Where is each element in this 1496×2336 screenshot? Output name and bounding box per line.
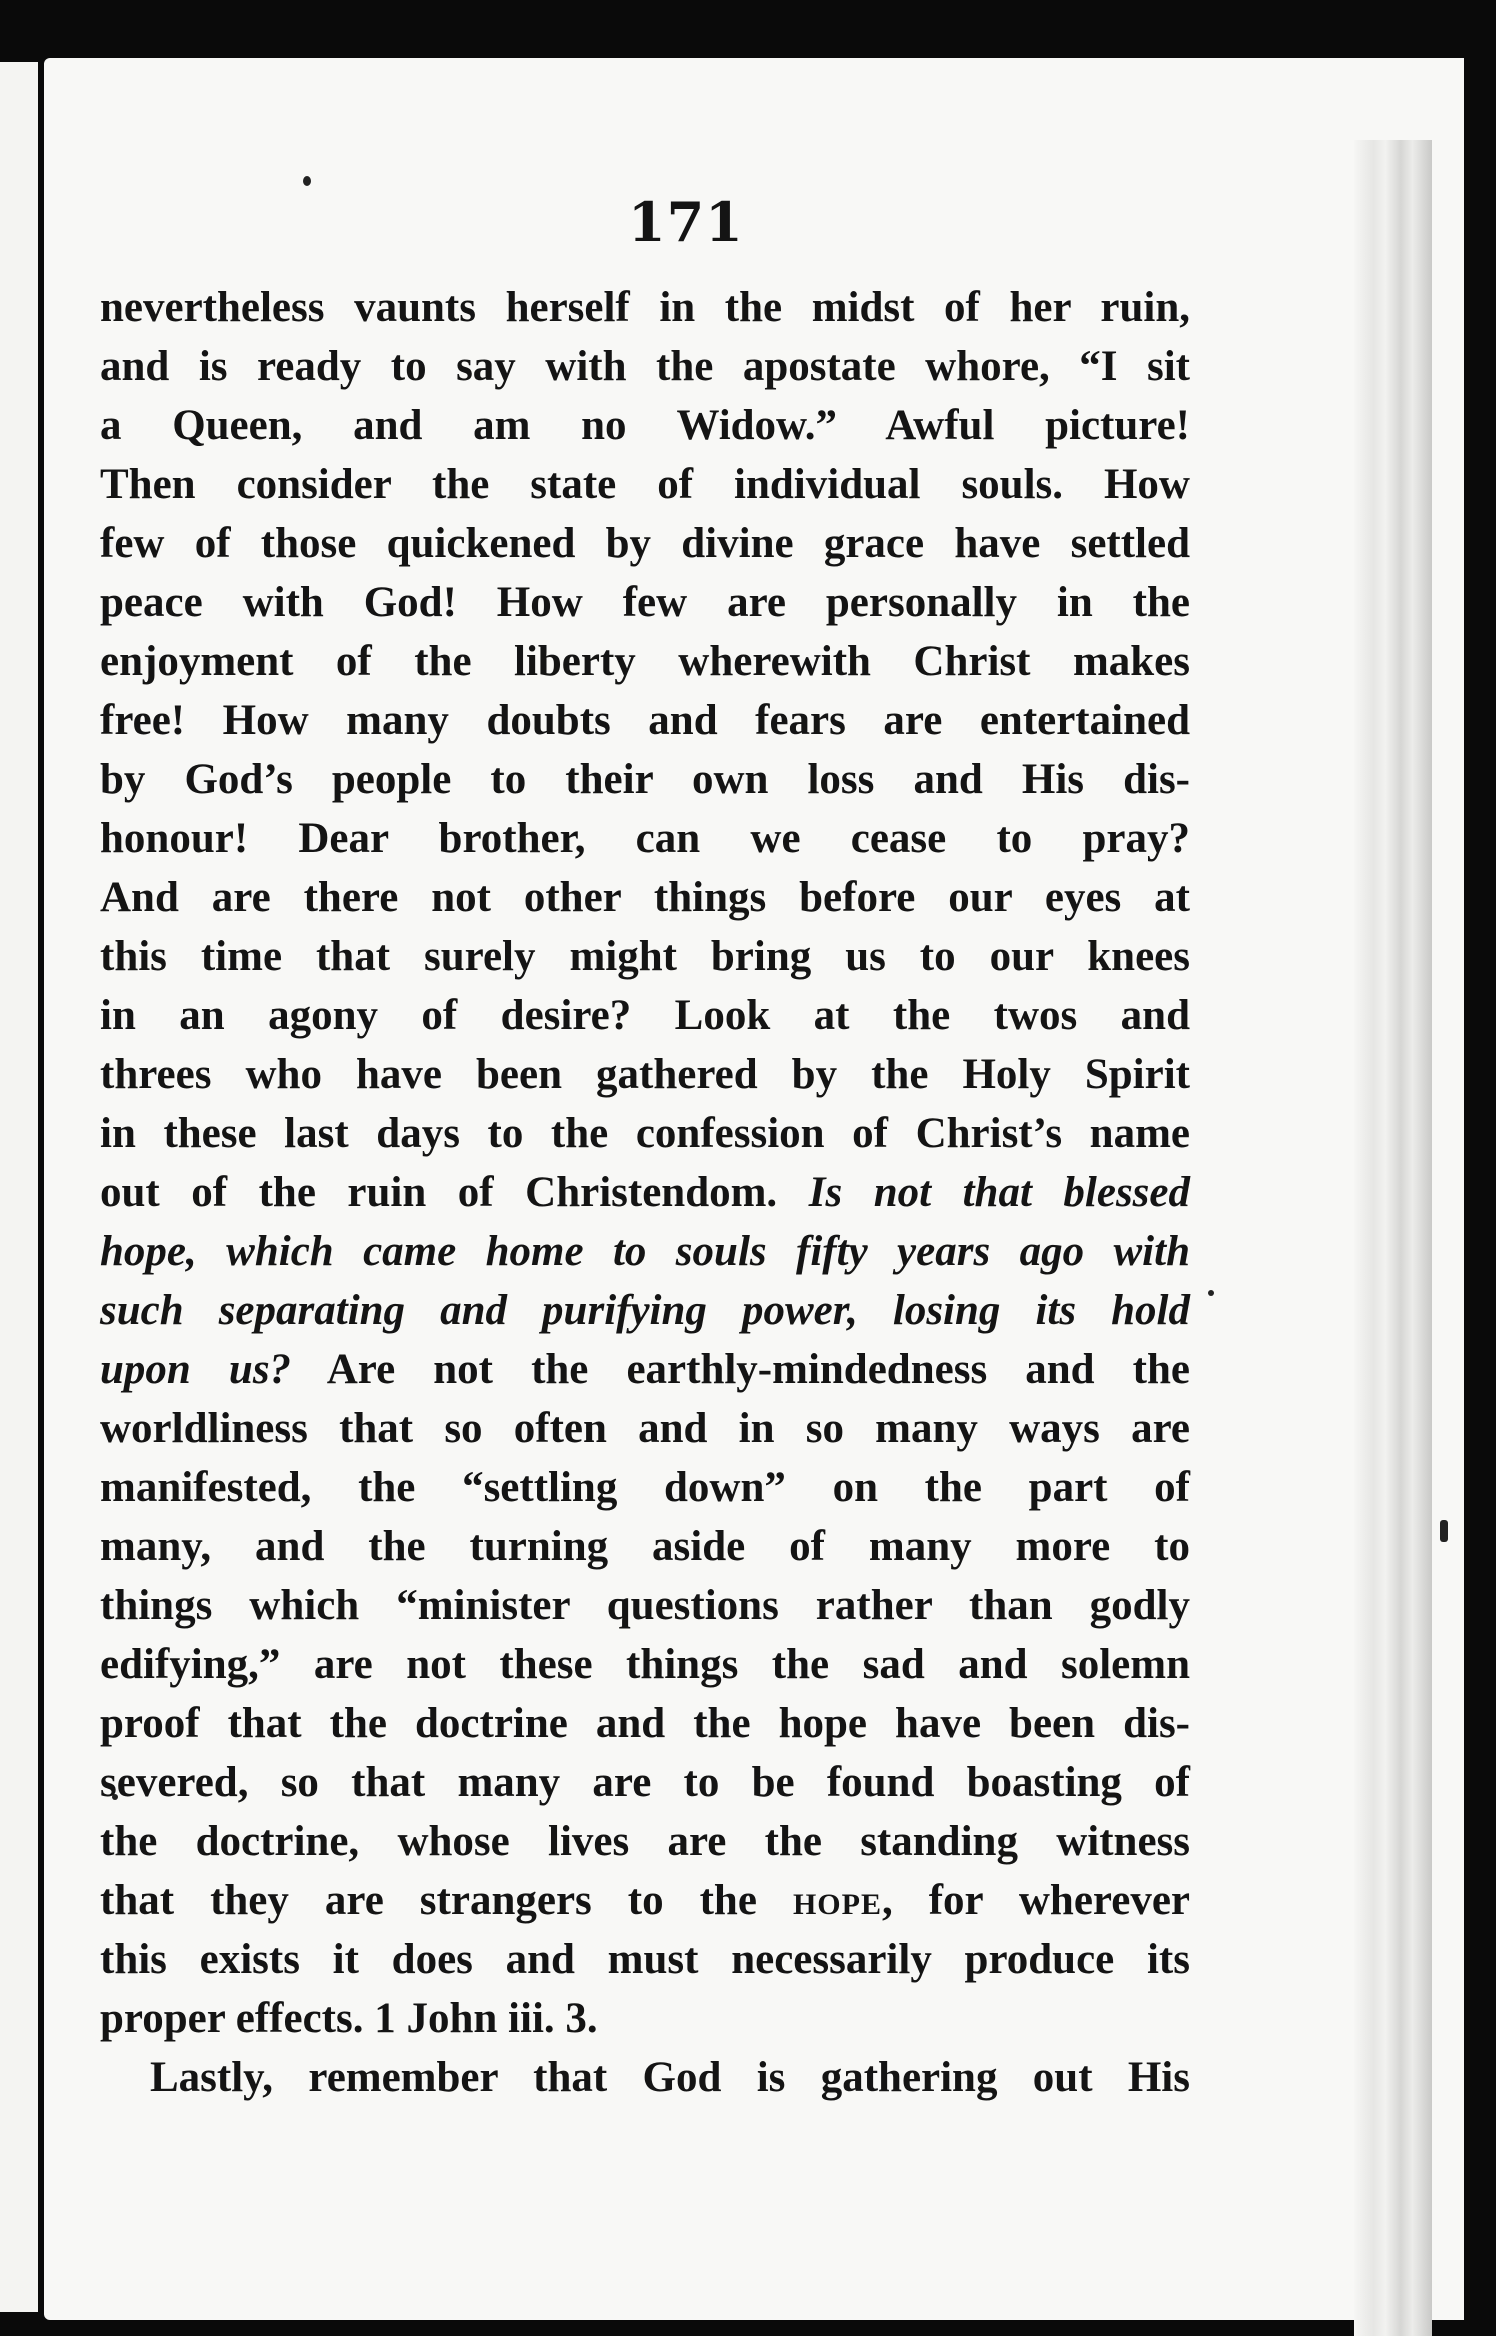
text-run: and is ready to say with the apostate whore, “I sit [100, 343, 1190, 390]
ink-speck [1208, 1290, 1214, 1296]
text-run: free! How many doubts and fears are entertained [100, 697, 1190, 744]
text-line [100, 2048, 1190, 2107]
text-line [100, 1222, 1190, 1281]
text-line [100, 455, 1190, 514]
text-run: many, and the turning aside of many more to [100, 1523, 1190, 1570]
small-caps-text: hope [792, 1877, 882, 1924]
text-line [100, 1812, 1190, 1871]
text-run: in an agony of desire? Look at the twos and [100, 992, 1190, 1039]
page-number: 171 [628, 190, 744, 254]
text-run: Are not the earthly-mindedness and the [326, 1346, 1190, 1393]
text-run: proper effects. 1 John iii. 3. [100, 1995, 598, 2042]
text-run: , for wherever [881, 1877, 1190, 1924]
text-run: this exists it does and must necessarily produce its [100, 1936, 1190, 1983]
text-run: in these last days to the confession of Christ’s name [100, 1110, 1190, 1157]
text-line [100, 1458, 1190, 1517]
text-run: a Queen, and am no Widow.” Awful picture! [100, 402, 1190, 449]
text-run: out of the ruin of Christendom. [100, 1169, 778, 1216]
ink-speck [303, 176, 311, 186]
text-run: that they are strangers to the [100, 1877, 757, 1924]
text-line [100, 396, 1190, 455]
text-run: by God’s people to their own loss and His dis- [100, 756, 1190, 803]
page-stack-edge [1354, 140, 1432, 2336]
text-run: the doctrine, whose lives are the standing witness [100, 1818, 1190, 1865]
text-run: proof that the doctrine and the hope have been dis- [100, 1700, 1190, 1747]
italic-text: such separating and purifying power, losing its hold [100, 1287, 1190, 1334]
text-run: few of those quickened by divine grace have settled [100, 520, 1190, 567]
text-line [100, 1576, 1190, 1635]
text-run: threes who have been gathered by the Holy Spirit [100, 1051, 1190, 1098]
text-line [100, 1340, 1190, 1399]
text-line [100, 927, 1190, 986]
text-line [100, 1163, 1190, 1222]
text-line [100, 337, 1190, 396]
text-run: this time that surely might bring us to our knees [100, 933, 1190, 980]
binding-mark [1440, 1520, 1448, 1542]
text-line [100, 868, 1190, 927]
text-line [100, 750, 1190, 809]
text-run: severed, so that many are to be found boasting of [100, 1759, 1190, 1806]
text-run: Lastly, remember that God is gathering out His [150, 2054, 1190, 2101]
facing-page-edge [0, 62, 38, 2312]
italic-text: Is not that blessed [808, 1169, 1190, 1216]
text-line [100, 1399, 1190, 1458]
text-run: edifying,” are not these things the sad and solemn [100, 1641, 1190, 1688]
italic-text: upon us? [100, 1346, 292, 1393]
text-line [100, 1517, 1190, 1576]
text-line [100, 278, 1190, 337]
text-line [100, 1930, 1190, 1989]
text-line [100, 1104, 1190, 1163]
text-run: honour! Dear brother, can we cease to pray? [100, 815, 1190, 862]
text-line [100, 1989, 1190, 2048]
text-line [100, 1045, 1190, 1104]
text-line [100, 691, 1190, 750]
text-run: manifested, the “settling down” on the part of [100, 1464, 1190, 1511]
text-line [100, 986, 1190, 1045]
text-run: And are there not other things before our eyes at [100, 874, 1190, 921]
text-line [100, 1281, 1190, 1340]
text-run: nevertheless vaunts herself in the midst of her ruin, [100, 284, 1190, 331]
text-line [100, 809, 1190, 868]
text-line [100, 1871, 1190, 1930]
text-run: Then consider the state of individual souls. How [100, 461, 1190, 508]
body-text [100, 278, 1190, 2107]
text-run: peace with God! How few are personally in the [100, 579, 1190, 626]
text-line [100, 573, 1190, 632]
text-line [100, 1635, 1190, 1694]
italic-text: hope, which came home to souls fifty years ago with [100, 1228, 1190, 1275]
text-run: worldliness that so often and in so many ways are [100, 1405, 1190, 1452]
text-line [100, 632, 1190, 691]
text-run: enjoyment of the liberty wherewith Christ makes [100, 638, 1190, 685]
text-line [100, 1694, 1190, 1753]
text-run: things which “minister questions rather than godly [100, 1582, 1190, 1629]
text-line [100, 1753, 1190, 1812]
text-line [100, 514, 1190, 573]
